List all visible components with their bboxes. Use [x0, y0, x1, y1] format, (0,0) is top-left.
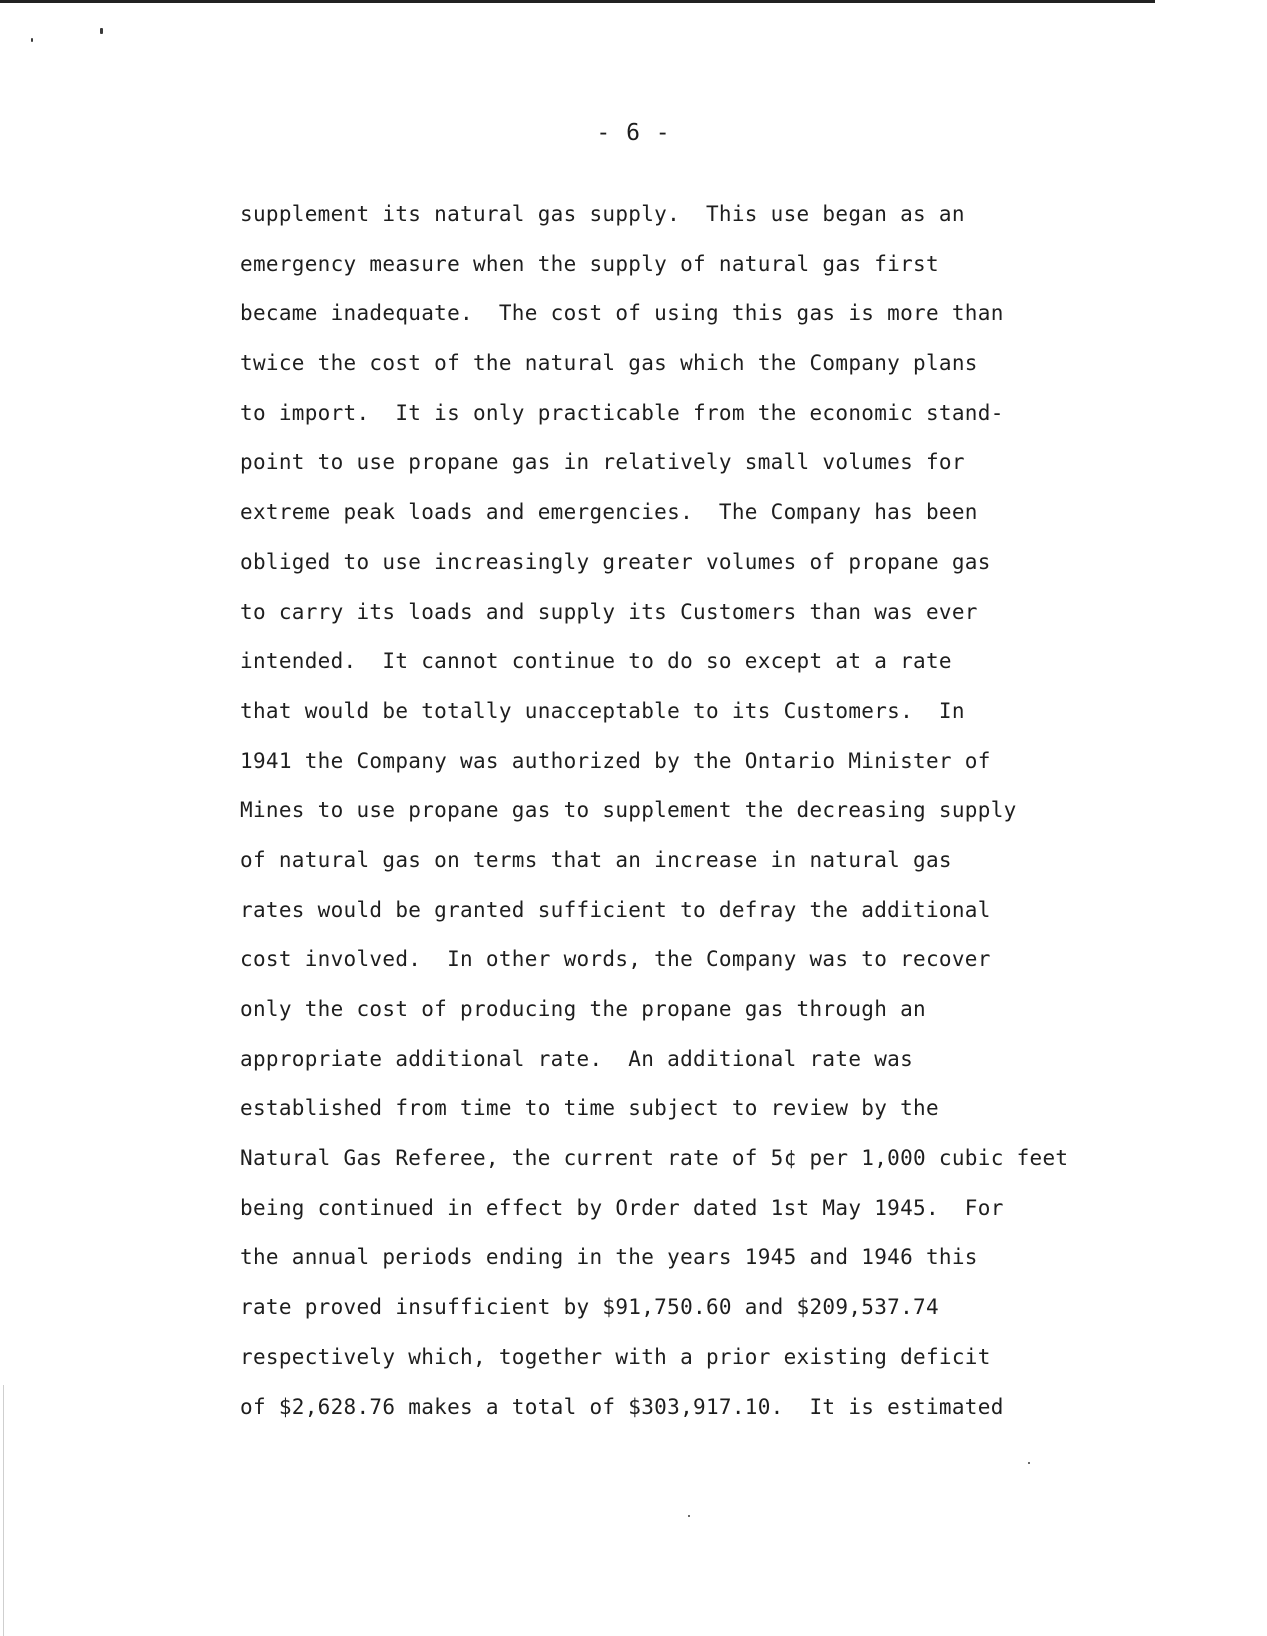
text-line: extreme peak loads and emergencies. The Company has been: [240, 500, 978, 525]
text-line: Mines to use propane gas to supplement the decreasing supply: [240, 798, 1017, 823]
text-line: appropriate additional rate. An additional rate was: [240, 1046, 914, 1071]
margin-speck: [31, 38, 33, 42]
text-line: respectively which, together with a prior existing deficit: [240, 1344, 991, 1369]
text-line: 1941 the Company was authorized by the Ontario Minister of: [240, 748, 991, 773]
page-number: - 6 -: [596, 120, 671, 146]
text-line: obliged to use increasingly greater volumes of propane gas: [240, 549, 991, 574]
text-line: of $2,628.76 makes a total of $303,917.10. It is estimated: [240, 1394, 1004, 1419]
text-line: to carry its loads and supply its Customers than was ever: [240, 599, 978, 624]
text-line: rates would be granted sufficient to defray the additional: [240, 897, 991, 922]
text-line: cost involved. In other words, the Company was to recover: [240, 947, 991, 972]
text-line: supplement its natural gas supply. This use began as an: [240, 202, 965, 226]
text-line: to import. It is only practicable from the economic stand-: [240, 400, 1004, 425]
left-edge-rule: [3, 1385, 4, 1636]
text-line: established from time to time subject to review by the: [240, 1096, 939, 1121]
margin-speck: [100, 28, 103, 34]
text-line: intended. It cannot continue to do so except at a rate: [240, 649, 952, 674]
margin-speck: [688, 1515, 690, 1517]
text-line: that would be totally unacceptable to its Customers. In: [240, 698, 965, 723]
text-line: the annual periods ending in the years 1945 and 1946 this: [240, 1245, 978, 1270]
margin-speck: [1028, 1462, 1030, 1464]
text-line: became inadequate. The cost of using this gas is more than: [240, 301, 1004, 326]
top-edge-rule: [0, 0, 1155, 3]
text-line: twice the cost of the natural gas which the Company plans: [240, 351, 978, 376]
text-line: rate proved insufficient by $91,750.60 and $209,537.74: [240, 1295, 939, 1320]
text-line: point to use propane gas in relatively small volumes for: [240, 450, 965, 475]
text-line: Natural Gas Referee, the current rate of 5¢ per 1,000 cubic feet: [240, 1146, 1069, 1171]
body-text: [240, 190, 1260, 1432]
text-line: emergency measure when the supply of natural gas first: [240, 251, 939, 276]
text-line: being continued in effect by Order dated 1st May 1945. For: [240, 1195, 1004, 1220]
text-line: of natural gas on terms that an increase in natural gas: [240, 847, 952, 872]
text-line: only the cost of producing the propane gas through an: [240, 997, 926, 1021]
